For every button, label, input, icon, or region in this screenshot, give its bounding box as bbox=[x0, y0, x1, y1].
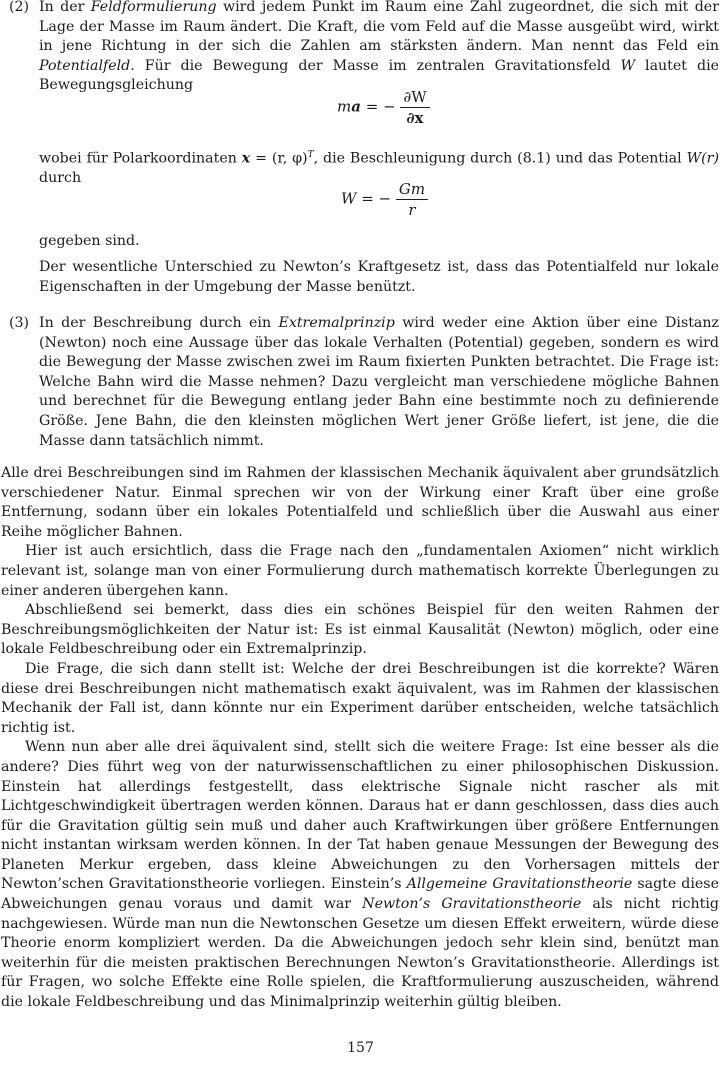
paragraph: Alle drei Beschreibungen sind im Rahmen der klassischen Mechanik äquivalent aber grundsätzlich verschiedener Natur. Einmal sprechen wir von der Wirkung einer Kraft über eine große Entfernung, sodann über ein lokales Potentialfeld und schließlich über die Auswahl aus einer Reihe möglicher Bahnen. bbox=[1, 465, 719, 540]
equation-of-motion: ma = − $\frac{\partial W}{\partial x}$ bbox=[337, 88, 430, 127]
paragraph: Wenn nun aber alle drei äquivalent sind, stellt sich die weitere Frage: Ist eine besser als die andere? Dies führt weg von der naturwissenschaftlichen zu einer philosophischen Diskussion. Einstein hat allerdings festgestellt, dass elektrische Signale nicht rascher als mit Lichtgeschwindigkeit übertragen werden können. Daraus hat er dann geschlossen, dass dies auch für die Gravitation gültig sein muß und daher auch Kraftwirkungen über größere Entfernungen nicht instantan wirksam werden können. In der Tat haben genaue Messungen der Bewegung des Planeten Merkur ergeben, dass kleine Abweichungen zu den Vorhersagen mittels der Newton’schen Gravitationstheorie vorliegen. Einstein’s Allgemeine Gravitationstheorie sagte diese Abweichungen genau voraus und damit war Newton’s Gravitationstheorie als nicht richtig nachgewiesen. Würde man nun die Newtonschen Gesetze um diesen Effekt erweitern, würde diese Theorie enorm kompliziert werden. Da die Abweichungen jedoch sehr klein sind, benützt man weiterhin für die meisten praktischen Berechnungen Newton’s Gravitationstheorie. Allerdings ist für Fragen, wo solche Effekte eine Rolle spielen, die Kraftformulierung auszuscheiden, während die lokale Feldbeschreibung und das Minimalprinzip weiterhin gültig bleiben. bbox=[1, 739, 719, 1011]
term-newton-gravitationstheorie: Newton’s Gravitationstheorie bbox=[362, 896, 582, 913]
page-number: 157 bbox=[347, 1040, 374, 1056]
paragraph-difference: Der wesentliche Unterschied zu Newton’s Kraftgesetz ist, dass das Potentialfeld nur lokale Eigenschaften in der Umgebung der Masse benützt. bbox=[39, 259, 719, 295]
body-text bbox=[1, 464, 719, 1013]
term-allgemeine-gravitationstheorie: Allgemeine Gravitationstheorie bbox=[406, 876, 633, 893]
list-item-2 bbox=[9, 0, 720, 96]
paragraph: In der Feldformulierung wird jedem Punkt im Raum eine Zahl zugeordnet, die sich mit der Lage der Masse im Raum ändert. Die Kraft, die vom Feld auf die Masse ausgeübt wird, wirkt in jene Richtung in der sich die Zahlen am stärksten ändern. Man nennt das Feld ein Potentialfeld. Für die Bewegung der Masse im zentralen Gravitationsfeld W lautet die Bewegungsgleichung bbox=[39, 0, 720, 94]
paragraph: Abschließend sei bemerkt, dass dies ein schönes Beispiel für den weiten Rahmen der Beschreibungsmöglichkeiten der Natur ist: Es ist einmal Kausalität (Newton) möglich, oder eine lokale Feldbeschreibung oder ein Extremalprinzip. bbox=[1, 602, 719, 658]
term-extremalprinzip: Extremalprinzip bbox=[278, 315, 395, 331]
equation-potential: W = − $\frac{Gm}{r}$ bbox=[341, 180, 428, 219]
term-potentialfeld: Potentialfeld. bbox=[39, 57, 135, 74]
list-item-number: (2) bbox=[9, 0, 30, 15]
paragraph: Die Frage, die sich dann stellt ist: Welche der drei Beschreibungen ist die korrekte? Wären diese drei Beschreibungen nicht mathematisch exakt äquivalent, was im Rahmen der klassischen Mechanik der Fall ist, dann könnte nur ein Experiment darüber entscheiden, welche tatsächlich richtig ist. bbox=[1, 660, 719, 736]
paragraph-given: gegeben sind. bbox=[39, 233, 140, 249]
paragraph-polar: wobei für Polarkoordinaten x = (r, φ)$^T$, die Beschleunigung durch (8.1) und das Potential W(r) durch bbox=[39, 150, 719, 187]
list-item-3: (3) In der Beschreibung durch ein Extremalprinzip wird weder eine Aktion über eine Distanz (Newton) noch eine Aussage über das lokale Verhalten (Potential) gegeben, sondern es wird die Bewegung der Masse zwischen zwei im Raum fixierten Punkten betrachtet. Die Frage ist: Welche Bahn wird die Masse nehmen? Dazu vergleicht man verschiedene mögliche Bahnen und berechnet für die Bewegung entlang jeder Bahn eine bestimmte noch zu definierende Größe. Jene Bahn, die den kleinsten möglichen Wert jener Größe liefert, ist jene, die die Masse dann tatsächlich nimmt. bbox=[9, 315, 719, 449]
term-feldformulierung: Feldformulierung bbox=[90, 0, 217, 15]
paragraph: Hier ist auch ersichtlich, dass die Frage nach den „fundamentalen Axiomen“ nicht wirklich relevant ist, solange man von einer Formulierung durch mathematisch korrekte Überlegungen zu einer anderen übergehen kann. bbox=[1, 543, 719, 599]
